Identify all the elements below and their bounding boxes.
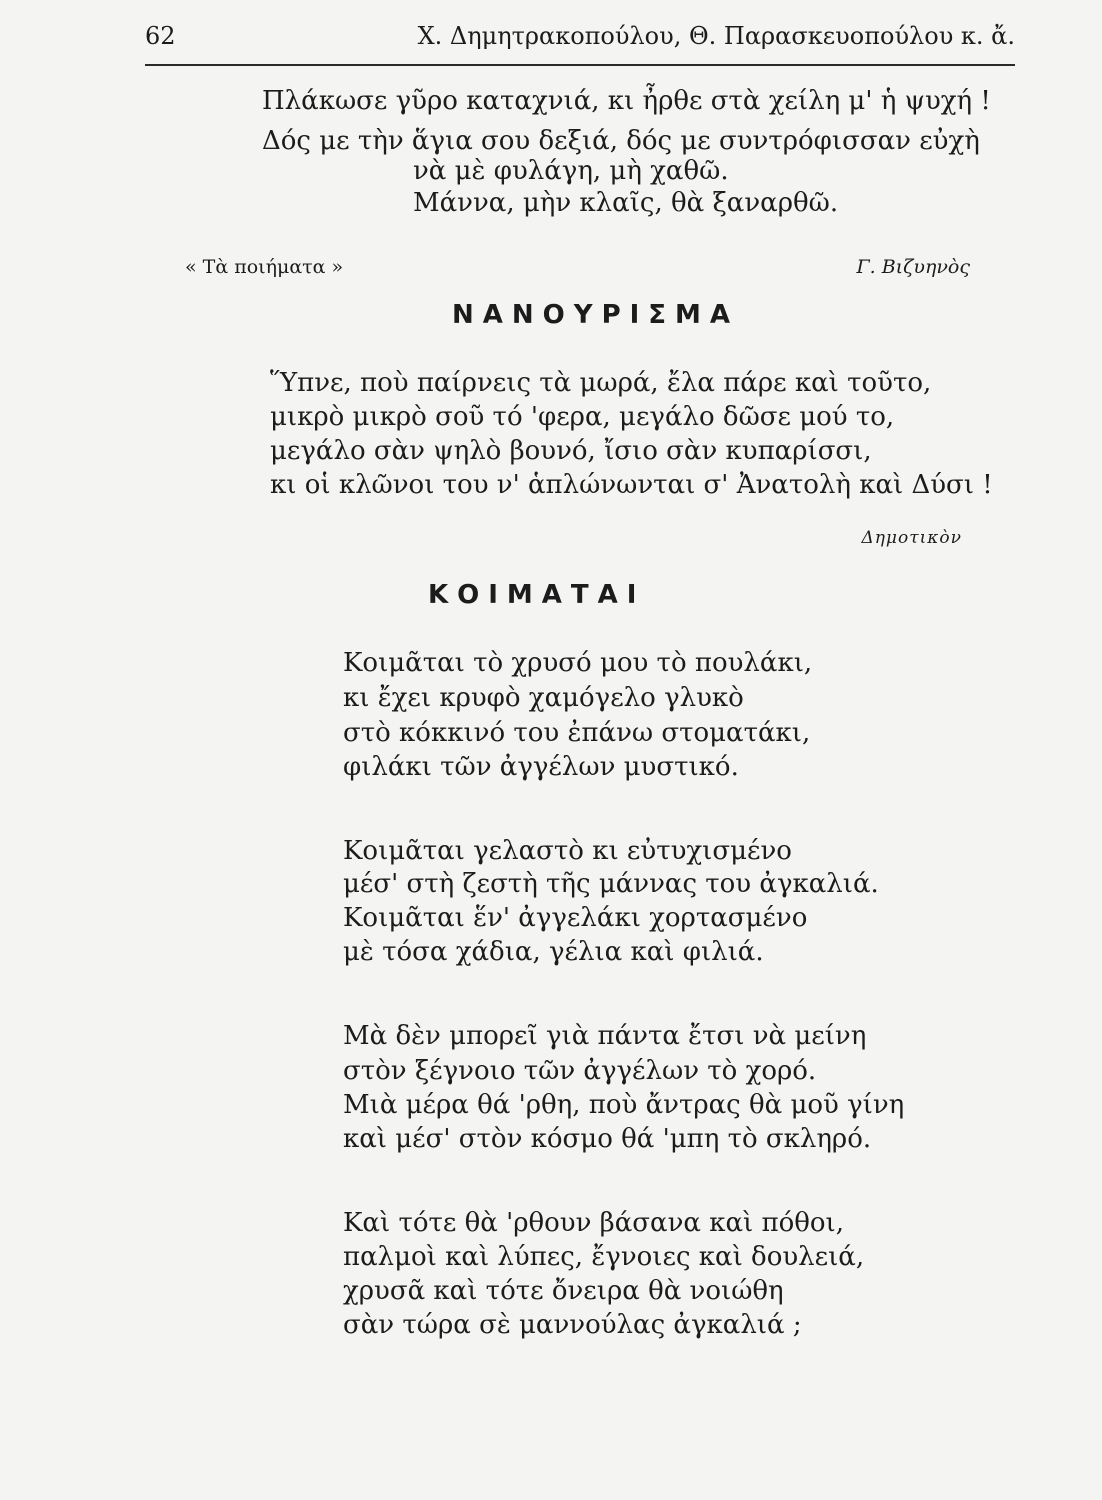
poem-line: μὲ τόσα χάδια, γέλια καὶ φιλιά.	[343, 937, 764, 967]
poem-line: Κοιμᾶται ἕν' ἀγγελάκι χορτασμένο	[343, 903, 808, 933]
poem-line: Ὕπνε, ποὺ παίρνεις τὰ μωρά, ἔλα πάρε καὶ τοῦτο,	[270, 368, 932, 398]
source-citation: « Τὰ ποιήματα »	[185, 256, 344, 278]
poem-line: στὸ κόκκινό του ἐπάνω στοματάκι,	[343, 718, 811, 748]
poem-line: Πλάκωσε γῦρο καταχνιά, κι ἦρθε στὰ χείλη μ' ἡ ψυχή !	[262, 86, 991, 116]
poem-line: φιλάκι τῶν ἀγγέλων μυστικό.	[343, 752, 739, 782]
poem-title-nanourisma: ΝΑΝΟΥΡΙΣΜΑ	[452, 300, 740, 330]
poem-line: σὰν τώρα σὲ μαννούλας ἀγκαλιά ;	[343, 1310, 802, 1340]
poem-line: κι ἔχει κρυφὸ χαμόγελο γλυκὸ	[343, 683, 744, 713]
poem-line: παλμοὶ καὶ λύπες, ἔγνοιες καὶ δουλειά,	[343, 1242, 865, 1272]
poem-line: μεγάλο σὰν ψηλὸ βουνό, ἴσιο σὰν κυπαρίσσι,	[270, 436, 872, 466]
page-header	[145, 22, 1015, 62]
poem-line: μέσ' στὴ ζεστὴ τῆς μάννας του ἀγκαλιά.	[343, 869, 879, 899]
poem-line: χρυσᾶ καὶ τότε ὄνειρα θὰ νοιώθη	[343, 1276, 784, 1306]
poem-line: κι οἱ κλῶνοι του ν' ἁπλώνωνται σ' Ἀνατολὴ καὶ Δύσι !	[270, 470, 993, 500]
poem-line: Κοιμᾶται τὸ χρυσό μου τὸ πουλάκι,	[343, 648, 813, 678]
attribution: Δημοτικὸν	[861, 528, 962, 548]
poem-line: στὸν ξέγνοιο τῶν ἀγγέλων τὸ χορό.	[343, 1056, 817, 1086]
poem-line: Μιὰ μέρα θά 'ρθη, ποὺ ἄντρας θὰ μοῦ γίνη	[343, 1090, 905, 1120]
header-rule	[145, 64, 1015, 66]
page-number: 62	[145, 22, 176, 50]
running-head: Χ. Δημητρακοπούλου, Θ. Παρασκευοπούλου κ. ἄ.	[417, 22, 1015, 50]
poem-line: Κοιμᾶται γελαστὸ κι εὐτυχισμένο	[343, 836, 792, 866]
poem-line: Δός με τὴν ἅγια σου δεξιά, δός με συντρόφισσαν εὐχὴ	[262, 126, 980, 156]
author-name: Γ. Βιζυηνὸς	[856, 256, 970, 278]
poem-line: μικρὸ μικρὸ σοῦ τό 'φερα, μεγάλο δῶσε μού το,	[270, 402, 895, 432]
poem-line: Μὰ δὲν μπορεῖ γιὰ πάντα ἔτσι νὰ μείνη	[343, 1021, 867, 1051]
poem-line: νὰ μὲ φυλάγη, μὴ χαθῶ.	[413, 156, 729, 186]
poem-line: καὶ μέσ' στὸν κόσμο θά 'μπη τὸ σκληρό.	[343, 1124, 872, 1154]
poem-line: Καὶ τότε θὰ 'ρθουν βάσανα καὶ πόθοι,	[343, 1208, 844, 1238]
poem-title-koimatai: ΚΟΙΜΑΤΑΙ	[428, 580, 646, 610]
poem-line: Μάννα, μὴν κλαῖς, θὰ ξαναρθῶ.	[413, 188, 839, 218]
